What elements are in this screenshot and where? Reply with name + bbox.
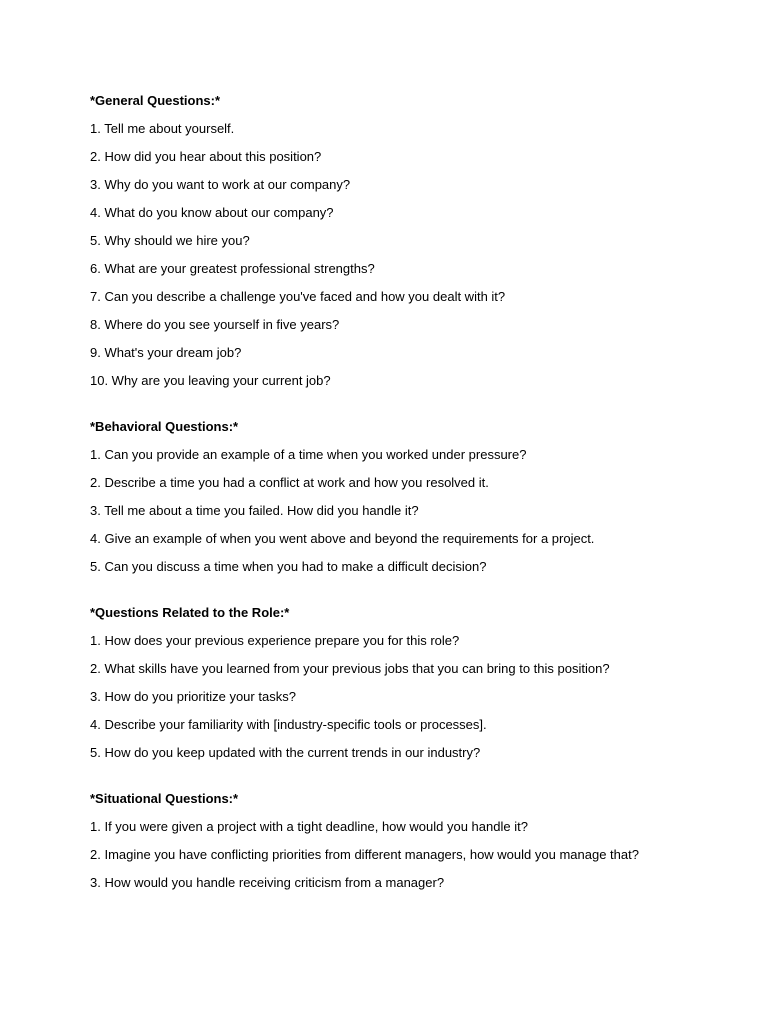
question-item: 2. What skills have you learned from your previous jobs that you can bring to this position? xyxy=(90,661,610,676)
question-item: 5. How do you keep updated with the current trends in our industry? xyxy=(90,745,481,760)
question-item: 3. Tell me about a time you failed. How did you handle it? xyxy=(90,503,419,518)
question-item: 2. How did you hear about this position? xyxy=(90,149,322,164)
question-item: 2. Imagine you have conflicting priorities from different managers, how would you manage that? xyxy=(90,847,639,862)
section-behavioral-questions xyxy=(90,418,730,576)
question-list xyxy=(90,446,730,576)
question-item: 4. Give an example of when you went above and beyond the requirements for a project. xyxy=(90,531,595,546)
section-general-questions xyxy=(90,92,730,390)
question-item: 7. Can you describe a challenge you've faced and how you dealt with it? xyxy=(90,289,506,304)
question-item: 1. Can you provide an example of a time when you worked under pressure? xyxy=(90,447,527,462)
question-item: 5. Why should we hire you? xyxy=(90,233,250,248)
document-body xyxy=(90,92,730,920)
section-situational-questions xyxy=(90,790,730,892)
question-item: 3. How do you prioritize your tasks? xyxy=(90,689,296,704)
question-item: 2. Describe a time you had a conflict at work and how you resolved it. xyxy=(90,475,489,490)
question-item: 1. If you were given a project with a tight deadline, how would you handle it? xyxy=(90,819,528,834)
question-item: 3. How would you handle receiving criticism from a manager? xyxy=(90,875,445,890)
section-heading: *Questions Related to the Role:* xyxy=(90,605,290,620)
section-role-questions xyxy=(90,604,730,762)
section-heading: *General Questions:* xyxy=(90,93,221,108)
question-list xyxy=(90,632,730,762)
question-item: 9. What's your dream job? xyxy=(90,345,242,360)
question-item: 1. Tell me about yourself. xyxy=(90,121,235,136)
question-item: 4. What do you know about our company? xyxy=(90,205,334,220)
question-list xyxy=(90,120,730,390)
question-item: 1. How does your previous experience prepare you for this role? xyxy=(90,633,460,648)
question-list xyxy=(90,818,730,892)
question-item: 4. Describe your familiarity with [industry-specific tools or processes]. xyxy=(90,717,487,732)
question-item: 6. What are your greatest professional strengths? xyxy=(90,261,375,276)
question-item: 5. Can you discuss a time when you had to make a difficult decision? xyxy=(90,559,487,574)
question-item: 10. Why are you leaving your current job? xyxy=(90,373,331,388)
section-heading: *Behavioral Questions:* xyxy=(90,419,239,434)
section-heading: *Situational Questions:* xyxy=(90,791,239,806)
question-item: 8. Where do you see yourself in five years? xyxy=(90,317,340,332)
question-item: 3. Why do you want to work at our company? xyxy=(90,177,351,192)
